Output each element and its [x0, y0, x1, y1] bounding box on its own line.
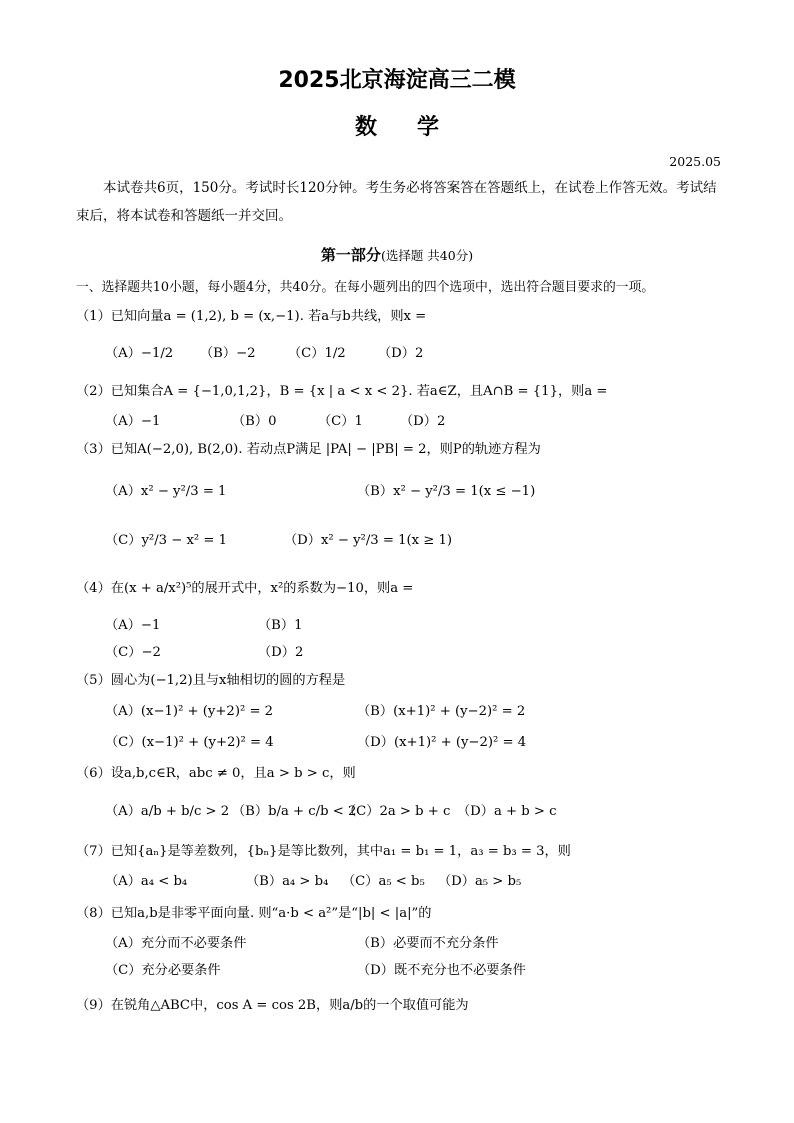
question-8-stem: （8）已知a,b是非零平面向量. 则“a·b < a²”是“|b| < |a|”的: [76, 906, 432, 921]
exam-title: 2025北京海淀高三二模: [278, 68, 516, 93]
exam-date: 2025.05: [669, 154, 721, 169]
q8-option-a: （A）充分而不必要条件: [105, 936, 247, 951]
q8-option-d: （D）既不充分也不必要条件: [357, 963, 526, 978]
q7-option-b: （B）a₄ > b₄: [246, 874, 329, 889]
q5-option-b: （B）(x+1)² + (y−2)² = 2: [357, 704, 526, 719]
q3-option-d: （D）x² − y²/3 = 1(x ≥ 1): [284, 533, 453, 548]
q1-option-c: （C）1/2: [288, 346, 346, 361]
q1-option-a: （A）−1/2: [105, 346, 174, 361]
section-note: (选择题 共40分): [380, 248, 474, 263]
question-6-stem: （6）设a,b,c∈R，abc ≠ 0，且a > b > c，则: [76, 766, 356, 781]
question-3-stem: （3）已知A(−2,0), B(2,0). 若动点P满足 |PA| − |PB| = 2，则P的轨迹方程为: [76, 442, 541, 457]
q6-option-c: （C）2a > b + c: [343, 804, 451, 819]
q2-option-b: （B）0: [232, 414, 277, 429]
q1-option-d: （D）2: [378, 346, 424, 361]
q2-option-a: （A）−1: [105, 414, 161, 429]
question-7-stem: （7）已知{aₙ}是等差数列，{bₙ}是等比数列，其中a₁ = b₁ = 1，a₃ = b₃ = 3，则: [76, 844, 571, 859]
section-instructions: 一、选择题共10小题，每小题4分，共40分。在每小题列出的四个选项中，选出符合题目要求的一项。: [76, 280, 655, 295]
q8-option-b: （B）必要而不充分条件: [357, 936, 499, 951]
question-2-stem: （2）已知集合A = {−1,0,1,2}，B = {x | a < x < 2}. 若a∈Z，且A∩B = {1}，则a =: [76, 384, 608, 399]
q5-option-c: （C）(x−1)² + (y+2)² = 4: [105, 735, 274, 750]
section-title: 第一部分: [320, 246, 381, 264]
q5-option-a: （A）(x−1)² + (y+2)² = 2: [105, 704, 274, 719]
q7-option-a: （A）a₄ < b₄: [105, 874, 188, 889]
q7-option-d: （D）a₅ > b₅: [438, 874, 522, 889]
q5-option-d: （D）(x+1)² + (y−2)² = 4: [357, 735, 527, 750]
q2-option-d: （D）2: [400, 414, 446, 429]
q3-option-c: （C）y²/3 − x² = 1: [105, 533, 228, 548]
q7-option-c: （C）a₅ < b₅: [342, 874, 425, 889]
q2-option-c: （C）1: [318, 414, 363, 429]
exam-intro: 本试卷共6页，150分。考试时长120分钟。考生务必将答案答在答题纸上，在试卷上作答无效。考试结束后，将本试卷和答题纸一并交回。: [76, 180, 717, 224]
q4-option-a: （A）−1: [105, 618, 161, 633]
q1-option-b: （B）−2: [200, 346, 256, 361]
q6-option-a: （A）a/b + b/c > 2: [105, 804, 230, 819]
q4-option-d: （D）2: [258, 645, 304, 660]
question-9-stem: （9）在锐角△ABC中，cos A = cos 2B，则a/b的一个取值可能为: [76, 998, 469, 1013]
q6-option-d: （D）a + b > c: [457, 804, 557, 819]
q8-option-c: （C）充分必要条件: [105, 963, 221, 978]
question-1-stem: （1）已知向量a = (1,2), b = (x,−1). 若a与b共线，则x =: [76, 309, 427, 324]
subject-title: 数学: [354, 115, 479, 140]
question-5-stem: （5）圆心为(−1,2)且与x轴相切的圆的方程是: [76, 673, 346, 688]
q4-option-b: （B）1: [258, 618, 303, 633]
q3-option-a: （A）x² − y²/3 = 1: [105, 484, 227, 499]
q3-option-b: （B）x² − y²/3 = 1(x ≤ −1): [357, 484, 536, 499]
q6-option-b: （B）b/a + c/b < 2: [232, 804, 357, 819]
q4-option-c: （C）−2: [105, 645, 161, 660]
question-4-stem: （4）在(x + a/x²)⁵的展开式中，x²的系数为−10，则a =: [76, 581, 414, 596]
section-heading: [0, 244, 794, 265]
